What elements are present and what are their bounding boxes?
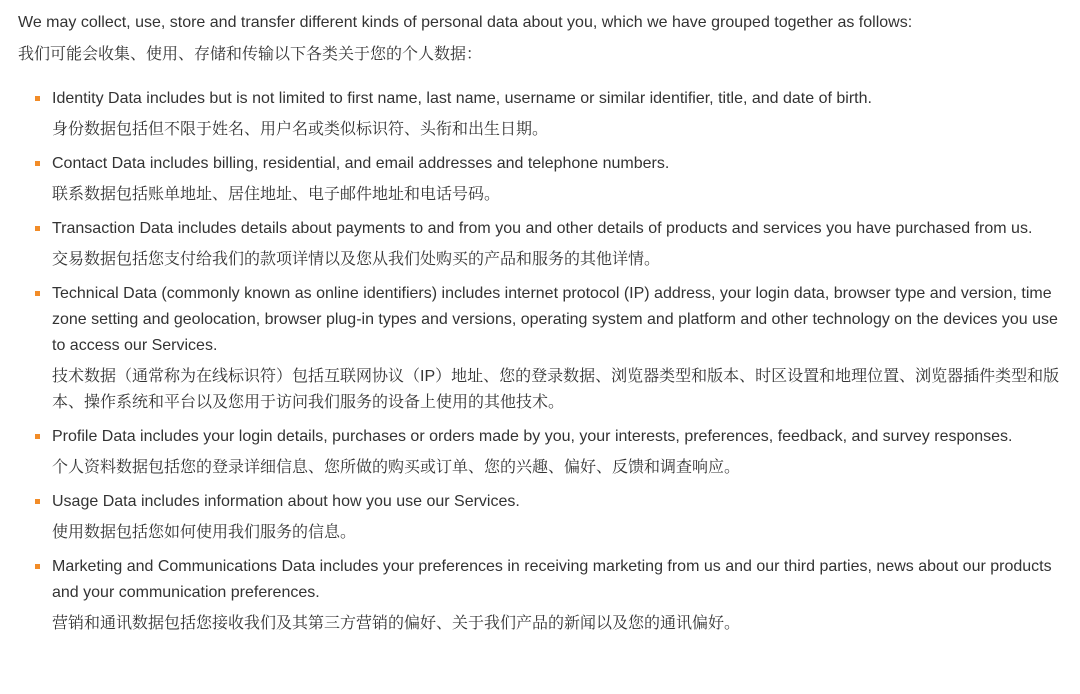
item-text-english: Profile Data includes your login details, purchases or orders made by you, your interests, preferences, feedback, and survey responses. — [52, 428, 1013, 445]
personal-data-categories-list — [18, 86, 1074, 637]
item-text-chinese: 技术数据（通常称为在线标识符）包括互联网协议（IP）地址、您的登录数据、浏览器类型和版本、时区设置和地理位置、浏览器插件类型和版本、操作系统和平台以及您用于访问我们服务的设备上使用的其他技术。 — [52, 368, 1060, 411]
item-text-chinese: 使用数据包括您如何使用我们服务的信息。 — [52, 524, 357, 541]
item-text-english: Transaction Data includes details about payments to and from you and other details of products and services you have purchased from us. — [52, 220, 1033, 237]
list-item-marketing-data — [18, 554, 1074, 637]
square-bullet-icon — [35, 434, 40, 439]
square-bullet-icon — [35, 226, 40, 231]
item-text-english: Contact Data includes billing, residential, and email addresses and telephone numbers. — [52, 155, 670, 172]
privacy-policy-section — [18, 10, 1074, 645]
square-bullet-icon — [35, 291, 40, 296]
item-text-english: Marketing and Communications Data includes your preferences in receiving marketing from us and our third parties, news about our products and your communication preferences. — [52, 558, 1052, 601]
list-item-identity-data — [18, 86, 1074, 143]
item-text-chinese: 身份数据包括但不限于姓名、用户名或类似标识符、头衔和出生日期。 — [52, 121, 549, 138]
list-item-profile-data — [18, 424, 1074, 481]
square-bullet-icon — [35, 564, 40, 569]
square-bullet-icon — [35, 161, 40, 166]
square-bullet-icon — [35, 499, 40, 504]
list-item-technical-data — [18, 281, 1074, 416]
square-bullet-icon — [35, 96, 40, 101]
intro-text-english: We may collect, use, store and transfer different kinds of personal data about you, which we have grouped together as follows: — [18, 14, 913, 31]
item-text-chinese: 营销和通讯数据包括您接收我们及其第三方营销的偏好、关于我们产品的新闻以及您的通讯偏好。 — [52, 615, 741, 632]
list-item-usage-data — [18, 489, 1074, 546]
item-text-english: Identity Data includes but is not limited to first name, last name, username or similar identifier, title, and date of birth. — [52, 90, 872, 107]
item-text-chinese: 个人资料数据包括您的登录详细信息、您所做的购买或订单、您的兴趣、偏好、反馈和调查响应。 — [52, 459, 741, 476]
item-text-chinese: 联系数据包括账单地址、居住地址、电子邮件地址和电话号码。 — [52, 186, 501, 203]
item-text-english: Usage Data includes information about how you use our Services. — [52, 493, 520, 510]
item-text-english: Technical Data (commonly known as online identifiers) includes internet protocol (IP) address, your login data, browser type and version, time zone setting and geolocation, browser plug-in types and versions, operating system and platform and other technology on the devices you use to access our Services. — [52, 285, 1058, 354]
intro-text-chinese: 我们可能会收集、使用、存储和传输以下各类关于您的个人数据： — [18, 46, 483, 63]
list-item-contact-data — [18, 151, 1074, 208]
item-text-chinese: 交易数据包括您支付给我们的款项详情以及您从我们处购买的产品和服务的其他详情。 — [52, 251, 661, 268]
list-item-transaction-data — [18, 216, 1074, 273]
